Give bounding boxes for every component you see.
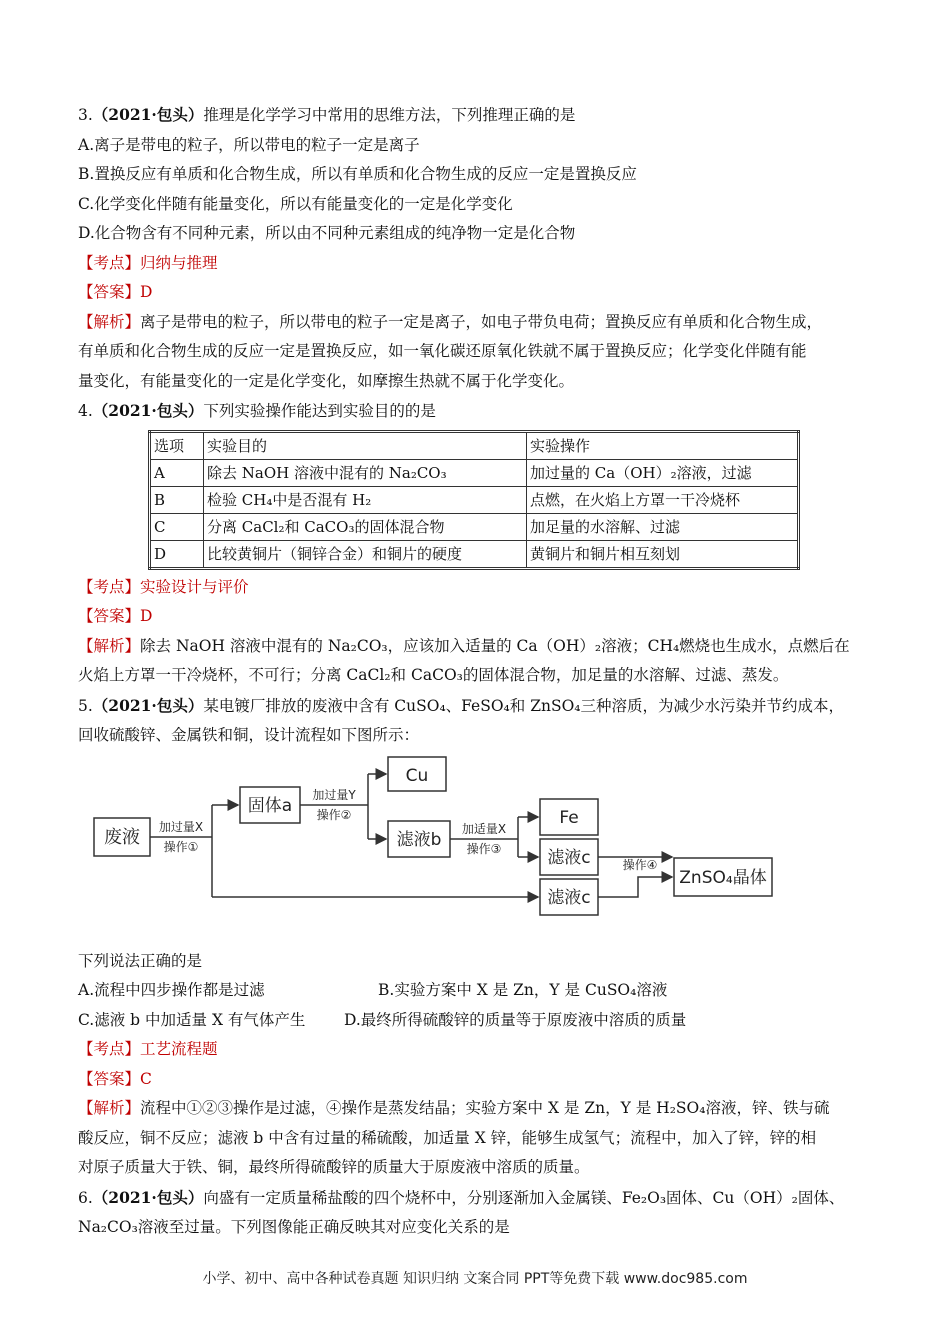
- analysis-label: 【解析】: [78, 312, 141, 331]
- analysis-text: 除去 NaOH 溶液中混有的 Na₂CO₃，应该加入适量的 Ca（OH）₂溶液；CH₄燃烧也生成水，点燃后在: [140, 636, 850, 655]
- q5-answer: [78, 1065, 878, 1095]
- q6-stem: [78, 1183, 878, 1214]
- kaodian-value: 实验设计与评价: [140, 577, 249, 596]
- q5-process-flowchart: [78, 755, 798, 943]
- q5-option-b: B.实验方案中 X 是 Zn，Y 是 CuSO₄溶液: [378, 981, 668, 999]
- analysis-label: 【解析】: [78, 1099, 141, 1117]
- q5-kaodian: [78, 1035, 878, 1065]
- answer-label: 【答案】: [78, 1069, 141, 1088]
- table-row: [150, 486, 799, 513]
- label-waste: 废液: [104, 826, 140, 848]
- table-cell: D: [150, 540, 204, 568]
- q3-option-a: A.离子是带电的粒子，所以带电的粒子一定是离子: [78, 135, 420, 154]
- q4-answer: [78, 602, 878, 632]
- q6-stem-2: Na₂CO₃溶液至过量。下列图像能正确反映其对应变化关系的是: [78, 1218, 510, 1236]
- label-product: ZnSO₄晶体: [679, 867, 767, 888]
- q3-analysis-2: 有单质和化合物生成的反应一定是置换反应，如一氧化碳还原氧化铁就不属于置换反应；化学变化伴随有能: [78, 342, 807, 360]
- q5-option-c: C.滤液 b 中加适量 X 有气体产生: [78, 1010, 306, 1029]
- q4-analysis-2: 火焰上方罩一干冷烧杯，不可行；分离 CaCl₂和 CaCO₃的固体混合物，加足量的水溶解、过滤、蒸发。: [78, 666, 789, 684]
- q5-stem-text: 某电镀厂排放的废液中含有 CuSO₄、FeSO₄和 ZnSO₄三种溶质，为减少水污染并节约成本，: [203, 696, 844, 715]
- label-step3-op: 操作③: [466, 841, 502, 856]
- table-cell: 除去 NaOH 溶液中混有的 Na₂CO₃: [204, 459, 527, 486]
- q4-experiment-table: [148, 430, 800, 570]
- label-filtrate-b: 滤液b: [396, 829, 442, 850]
- answer-value: C: [140, 1069, 152, 1088]
- q5-prompt: 下列说法正确的是: [78, 951, 203, 970]
- table-cell: 点燃，在火焰上方罩一干冷烧杯: [527, 486, 799, 513]
- kaodian-value: 归纳与推理: [140, 253, 218, 272]
- q6-stem-text: 向盛有一定质量稀盐酸的四个烧杯中，分别逐渐加入金属镁、Fe₂O₃固体、Cu（OH）₂固体、: [203, 1188, 845, 1207]
- q4-kaodian: [78, 573, 878, 603]
- answer-value: D: [140, 607, 153, 625]
- table-header-cell: 实验目的: [204, 431, 527, 459]
- table-cell: 分离 CaCl₂和 CaCO₃的固体混合物: [204, 513, 527, 540]
- q4-analysis-1: [78, 632, 878, 662]
- table-cell: B: [150, 486, 204, 513]
- kaodian-value: 工艺流程题: [140, 1040, 218, 1058]
- q3-answer: [78, 278, 878, 308]
- analysis-text: 流程中①②③操作是过滤，④操作是蒸发结晶；实验方案中 X 是 Zn，Y 是 H₂SO₄溶液，锌、铁与硫: [140, 1099, 830, 1117]
- table-cell: 检验 CH₄中是否混有 H₂: [204, 486, 527, 513]
- analysis-text: 离子是带电的粒子，所以带电的粒子一定是离子，如电子带负电荷；置换反应有单质和化合物生成，: [140, 312, 823, 331]
- answer-label: 【答案】: [78, 283, 141, 301]
- label-step1-op: 操作①: [163, 839, 199, 854]
- q3-source: （2021·包头）: [92, 105, 204, 124]
- q6-source: （2021·包头）: [92, 1187, 204, 1207]
- kaodian-label: 【考点】: [78, 577, 141, 596]
- q5-option-d: D.最终所得硫酸锌的质量等于原废液中溶质的质量: [344, 1010, 687, 1029]
- q3-stem-text: 推理是化学学习中常用的思维方法，下列推理正确的是: [203, 106, 576, 124]
- table-cell: 加足量的水溶解、过滤: [527, 513, 799, 540]
- q3-option-c: C.化学变化伴随有能量变化，所以有能量变化的一定是化学变化: [78, 194, 513, 213]
- flowchart-diagram: [78, 755, 798, 943]
- label-cu: Cu: [405, 765, 429, 786]
- q5-analysis-1: [78, 1094, 878, 1124]
- label-step2-reagent: 加过量Y: [312, 787, 356, 802]
- q3-stem: [78, 100, 878, 131]
- document-body: [78, 100, 878, 1243]
- label-solid-a: 固体a: [247, 795, 293, 816]
- answer-label: 【答案】: [78, 607, 141, 625]
- table-cell: C: [150, 513, 204, 540]
- page-footer: 小学、初中、高中各种试卷真题 知识归纳 文案合同 PPT等免费下载 www.doc985.com: [202, 1271, 748, 1287]
- q6-number: 6.: [78, 1188, 93, 1207]
- table-row: [150, 459, 799, 486]
- q3-option-d: D.化合物含有不同种元素，所以由不同种元素组成的纯净物一定是化合物: [78, 224, 576, 242]
- q5-options-row-1: [78, 976, 878, 1006]
- q3-kaodian: [78, 249, 878, 279]
- table-cell: 黄铜片和铜片相互刻划: [527, 540, 799, 568]
- table-cell: 加过量的 Ca（OH）₂溶液，过滤: [527, 459, 799, 486]
- table-header-row: [150, 431, 799, 459]
- q5-option-a: A.流程中四步操作都是过滤: [78, 981, 265, 999]
- q3-analysis-1: [78, 308, 878, 338]
- label-step1-reagent: 加过量X: [158, 819, 204, 834]
- q4-stem-text: 下列实验操作能达到实验目的的是: [203, 402, 436, 420]
- label-step2-op: 操作②: [316, 807, 352, 822]
- kaodian-label: 【考点】: [78, 253, 141, 272]
- table-row: [150, 513, 799, 540]
- q3-analysis-3: 量变化，有能量变化的一定是化学变化，如摩擦生热就不属于化学变化。: [78, 371, 575, 390]
- q5-analysis-2: 酸反应，铜不反应；滤液 b 中含有过量的稀硫酸，加适量 X 锌，能够生成氢气；流程中，加入了锌，锌的相: [78, 1128, 817, 1147]
- q5-stem: [78, 691, 878, 722]
- table-header-cell: 实验操作: [527, 431, 799, 459]
- analysis-label: 【解析】: [78, 636, 141, 655]
- q5-number: 5.: [78, 696, 93, 715]
- q5-source: （2021·包头）: [92, 695, 204, 715]
- table-row: [150, 540, 799, 568]
- q4-stem: [78, 396, 878, 427]
- table-cell: 比较黄铜片（铜锌合金）和铜片的硬度: [204, 540, 527, 568]
- label-fe: Fe: [559, 807, 579, 828]
- q5-stem-2: 回收硫酸锌、金属铁和铜，设计流程如下图所示：: [78, 726, 420, 744]
- q4-source: （2021·包头）: [92, 401, 204, 420]
- label-filtrate-c1: 滤液c: [547, 847, 591, 868]
- table-cell: A: [150, 459, 204, 486]
- label-step4-op: 操作④: [622, 857, 658, 872]
- label-filtrate-c2: 滤液c: [547, 887, 591, 908]
- q5-analysis-3: 对原子质量大于铁、铜，最终所得硫酸锌的质量大于原废液中溶质的质量。: [78, 1158, 590, 1176]
- table-header-cell: 选项: [150, 431, 204, 459]
- answer-value: D: [140, 283, 153, 301]
- q5-options-row-2: [78, 1006, 878, 1036]
- q3-option-b: B.置换反应有单质和化合物生成，所以有单质和化合物生成的反应一定是置换反应: [78, 165, 637, 183]
- q3-number: 3.: [78, 106, 93, 124]
- label-step3-reagent: 加适量X: [461, 821, 507, 836]
- kaodian-label: 【考点】: [78, 1040, 141, 1058]
- q4-number: 4.: [78, 402, 93, 420]
